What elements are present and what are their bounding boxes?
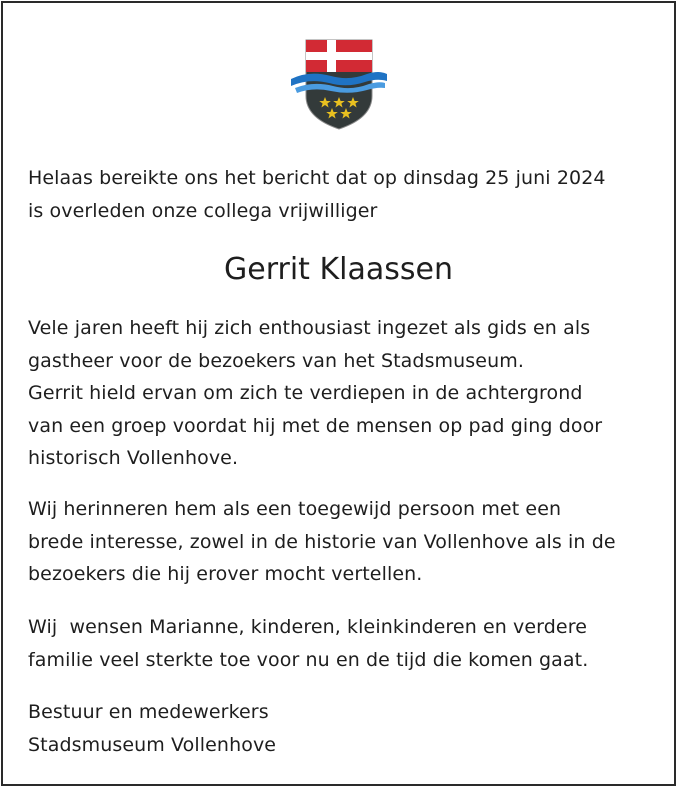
- paragraph-line: brede interesse, zowel in de historie van Vollenhove als in de: [28, 530, 616, 553]
- paragraph-line: Vele jaren heeft hij zich enthousiast ingezet als gids en als: [28, 317, 591, 339]
- signature-line: Bestuur en medewerkers: [28, 701, 269, 723]
- paragraph-line: gastheer voor de bezoekers van het Stadsmuseum.: [28, 349, 524, 372]
- paragraph-line: familie veel sterkte toe voor nu en de tijd die komen gaat.: [28, 648, 589, 671]
- paragraph-line: Wij herinneren hem als een toegewijd persoon met een: [28, 498, 562, 520]
- intro-line: Helaas bereikte ons het bericht dat op dinsdag 25 juni 2024: [28, 167, 606, 189]
- condolence-paragraph: [28, 611, 653, 676]
- coat-of-arms-icon: [289, 36, 389, 132]
- intro-line: is overleden onze collega vrijwilliger: [28, 199, 378, 222]
- intro-text: [28, 162, 653, 227]
- paragraph-line: bezoekers die hij erover mocht vertellen.: [28, 563, 423, 585]
- signature-line: Stadsmuseum Vollenhove: [28, 733, 277, 756]
- paragraph-line: Gerrit hield ervan om zich te verdiepen in de achtergrond: [28, 382, 583, 404]
- paragraph-line: van een groep voordat hij met de mensen op pad ging door: [28, 414, 603, 437]
- signature-block: [28, 696, 653, 761]
- paragraph-line: Wij wensen Marianne, kinderen, kleinkinderen en verdere: [28, 616, 587, 638]
- flag-cross-horizontal: [306, 52, 372, 60]
- tribute-paragraph: [28, 312, 653, 475]
- deceased-name: Gerrit Klaassen: [224, 252, 453, 287]
- remembrance-paragraph: [28, 493, 653, 591]
- paragraph-line: historisch Vollenhove.: [28, 447, 239, 469]
